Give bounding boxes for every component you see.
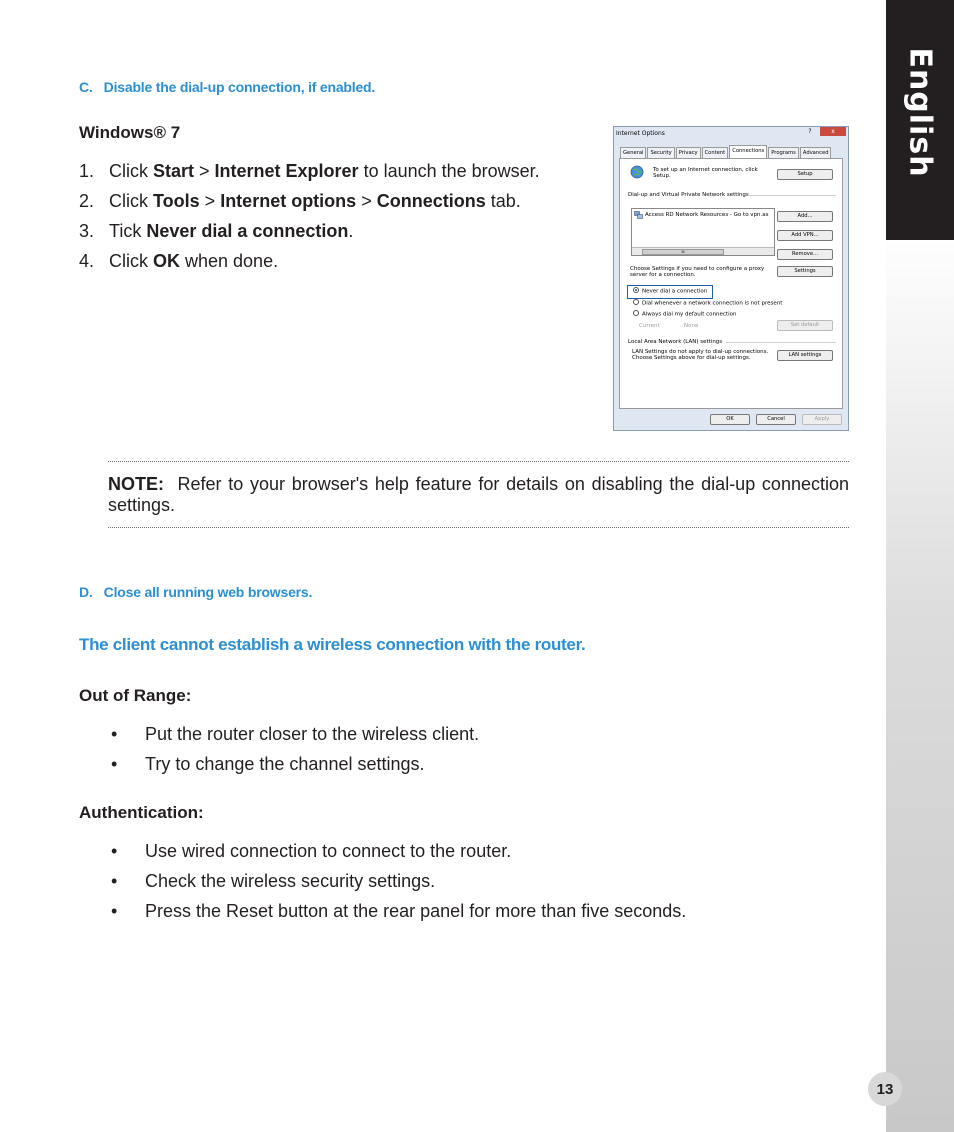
bullet-text: Check the wireless security settings.	[145, 871, 436, 891]
step-fragment: tab.	[485, 191, 521, 211]
language-tab-label	[886, 0, 954, 240]
bullet-text: Try to change the channel settings.	[145, 754, 425, 774]
lan-group-label: Local Area Network (LAN) settings	[628, 339, 723, 345]
step-keyword: Internet options	[220, 191, 357, 211]
step-number: 3.	[79, 221, 95, 241]
radio-dial-whenever[interactable]	[633, 300, 782, 307]
step-fragment: to launch the browser.	[358, 161, 540, 181]
dialog-title: Internet Options	[616, 130, 665, 137]
radio-icon[interactable]	[633, 310, 639, 316]
connections-listbox[interactable]	[631, 208, 775, 256]
step-number: 1.	[79, 161, 95, 181]
scroll-thumb[interactable]: III	[642, 249, 724, 255]
radio-icon[interactable]	[633, 299, 639, 305]
step-keyword: Tools	[153, 191, 200, 211]
section-c-heading: C. Disable the dial-up connection, if enabled.	[79, 79, 376, 95]
radio-never-label: Never dial a connection	[642, 288, 708, 295]
proxy-text: Choose Settings if you need to configure a proxy server for a connection.	[630, 266, 765, 278]
step-fragment: Click	[109, 191, 153, 211]
add-vpn-button[interactable]: Add VPN...	[777, 230, 833, 241]
note-bottom-divider	[108, 527, 849, 528]
tab-programs[interactable]: Programs	[768, 147, 799, 158]
step-keyword: Start	[153, 161, 195, 181]
section-d-heading: D. Close all running web browsers.	[79, 584, 313, 600]
bullet-icon: •	[111, 841, 118, 861]
set-default-button[interactable]: Set default	[777, 320, 833, 331]
authentication-heading: Authentication:	[79, 803, 204, 822]
add-button[interactable]: Add...	[777, 211, 833, 222]
help-button[interactable]: ?	[808, 128, 812, 135]
step-keyword: OK	[153, 251, 180, 271]
current-label: Current	[639, 323, 660, 329]
bullet-item	[79, 719, 479, 749]
note-top-divider	[108, 461, 849, 462]
wireless-heading: The client cannot establish a wireless connection with the router.	[79, 635, 586, 654]
step-text	[109, 216, 353, 246]
current-value: None	[684, 323, 699, 329]
bullet-text: Press the Reset button at the rear panel for more than five seconds.	[145, 901, 687, 921]
tab-general[interactable]: General	[620, 147, 646, 158]
close-button[interactable]: x	[820, 127, 846, 136]
note-box	[108, 474, 849, 516]
ok-button[interactable]: OK	[710, 414, 750, 425]
step-fragment: .	[348, 221, 354, 241]
step-item	[79, 156, 540, 186]
radio-always-dial[interactable]	[633, 311, 736, 318]
bullet-text: Use wired connection to connect to the router.	[145, 841, 512, 861]
bullet-icon: •	[111, 901, 118, 921]
internet-options-dialog	[613, 126, 849, 431]
setup-text: To set up an Internet connection, click Setup.	[653, 167, 758, 179]
page-number: 13	[868, 1072, 902, 1106]
step-number: 2.	[79, 191, 95, 211]
network-icon	[634, 211, 643, 219]
bullet-item	[79, 896, 686, 926]
out-of-range-heading: Out of Range:	[79, 686, 192, 705]
tab-connections[interactable]: Connections	[729, 145, 767, 158]
bullet-icon: •	[111, 754, 118, 774]
bullet-item	[79, 749, 479, 779]
cancel-button[interactable]: Cancel	[756, 414, 796, 425]
step-keyword: Connections	[376, 191, 486, 211]
bullet-item	[79, 866, 686, 896]
step-fragment: when done.	[180, 251, 279, 271]
radio-always-label: Always dial my default connection	[642, 311, 737, 318]
lan-text: LAN Settings do not apply to dial-up connections. Choose Settings above for dial-up settings.	[632, 349, 769, 361]
note-text: Refer to your browser's help feature for details on disabling the dial-up connection settings.	[108, 474, 849, 515]
dialog-tabs	[620, 147, 832, 158]
step-keyword: Never dial a connection	[146, 221, 349, 241]
steps-list	[79, 156, 540, 276]
language-label-text: English	[902, 47, 938, 178]
bullet-icon: •	[111, 724, 118, 744]
step-item	[79, 186, 540, 216]
step-fragment: Click	[109, 161, 153, 181]
step-keyword: Internet Explorer	[214, 161, 359, 181]
setup-button[interactable]: Setup	[777, 169, 833, 180]
step-fragment: Click	[109, 251, 153, 271]
step-item	[79, 216, 540, 246]
bullet-item	[79, 836, 686, 866]
list-scrollbar[interactable]	[632, 247, 774, 255]
tab-advanced[interactable]: Advanced	[800, 147, 832, 158]
apply-button[interactable]: Apply	[802, 414, 842, 425]
remove-button[interactable]: Remove...	[777, 249, 833, 260]
settings-button[interactable]: Settings	[777, 266, 833, 277]
highlight-box	[627, 285, 713, 299]
os-heading: Windows® 7	[79, 123, 181, 142]
note-label: NOTE:	[108, 474, 164, 494]
lan-settings-button[interactable]: LAN settings	[777, 350, 833, 361]
step-text	[109, 186, 521, 216]
radio-whenever-label: Dial whenever a network connection is not present	[642, 300, 783, 307]
step-fragment: >	[199, 191, 221, 211]
step-fragment: Tick	[109, 221, 147, 241]
tab-content[interactable]: Content	[702, 147, 729, 158]
step-number: 4.	[79, 251, 95, 271]
step-fragment: >	[194, 161, 215, 181]
tab-security[interactable]: Security	[647, 147, 674, 158]
bullet-text: Put the router closer to the wireless client.	[145, 724, 480, 744]
step-fragment: >	[356, 191, 377, 211]
step-text	[109, 156, 540, 186]
bullet-icon: •	[111, 871, 118, 891]
vpn-item[interactable]: Access RD Network Resources - Go to vpn.as	[645, 212, 769, 218]
vpn-group-label: Dial-up and Virtual Private Network settings	[628, 192, 749, 198]
step-item	[79, 246, 540, 276]
step-text	[109, 246, 278, 276]
out-of-range-list	[79, 719, 479, 779]
tab-privacy[interactable]: Privacy	[676, 147, 701, 158]
connections-panel	[619, 158, 843, 409]
authentication-list	[79, 836, 686, 926]
globe-icon	[630, 165, 644, 179]
